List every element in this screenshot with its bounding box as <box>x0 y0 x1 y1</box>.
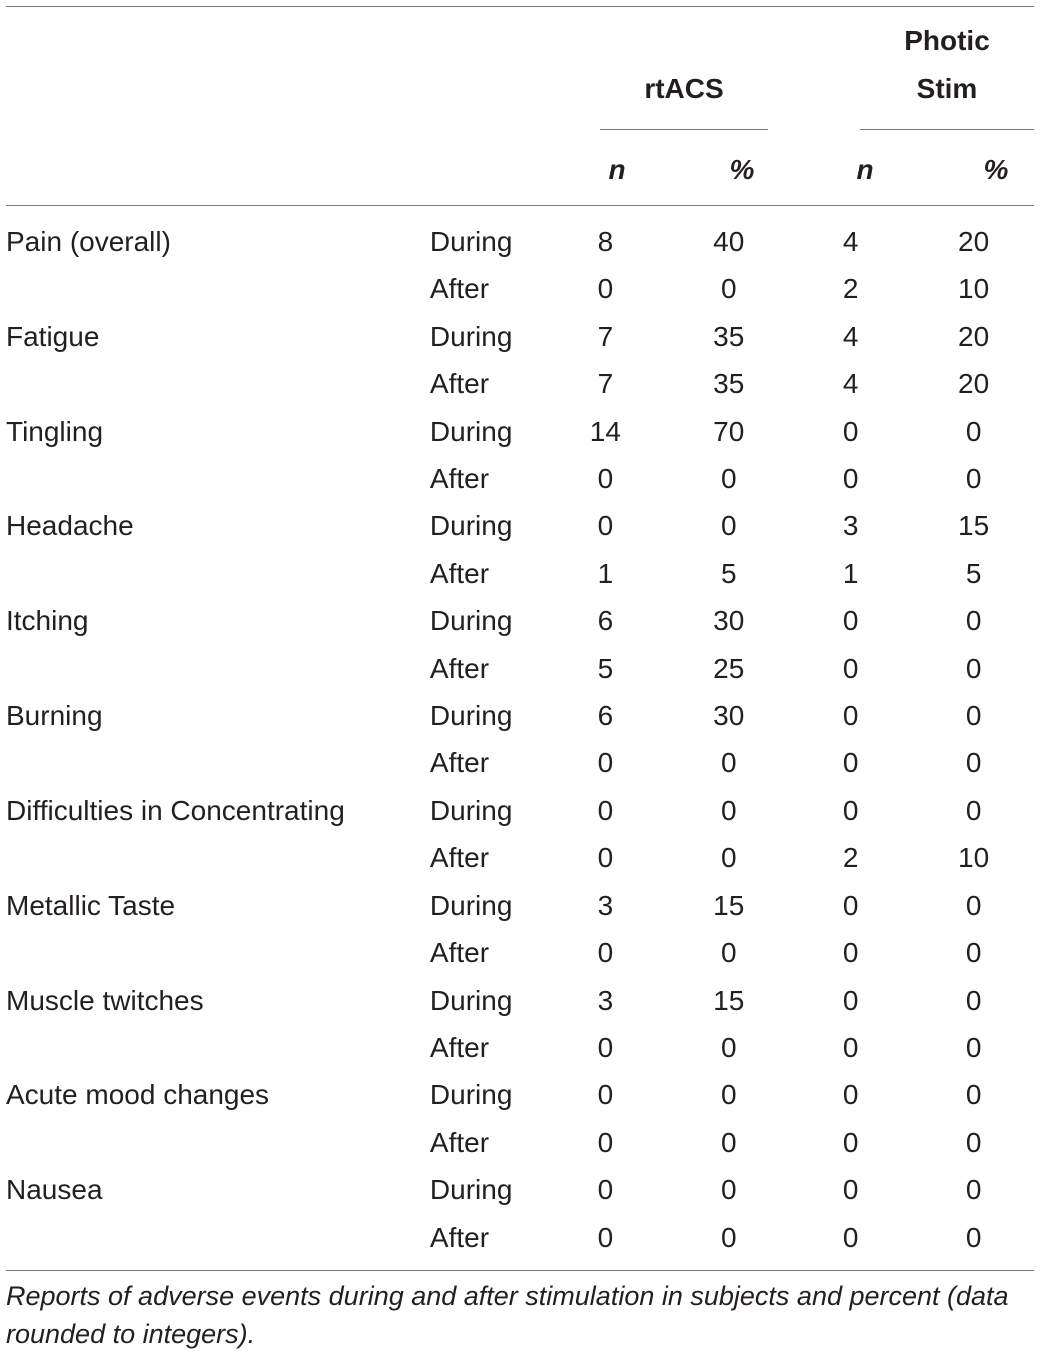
rtacs-pct-cell: 0 <box>720 794 737 826</box>
group-header-photic-stim-line2: Stim <box>916 73 978 104</box>
phase-cell: During <box>429 320 513 352</box>
photic-pct-cell: 20 <box>958 320 990 352</box>
photic-pct-cell: 0 <box>965 1079 982 1111</box>
photic-pct-cell: 0 <box>965 1221 982 1253</box>
rtacs-n-cell: 0 <box>597 1126 614 1158</box>
table-row <box>0 1214 1040 1261</box>
photic-n-cell: 0 <box>842 463 859 495</box>
rtacs-pct-cell: 0 <box>720 510 737 542</box>
phase-cell: After <box>429 557 490 589</box>
adverse-events-table <box>0 218 1040 1261</box>
rtacs-pct-cell: 0 <box>720 747 737 779</box>
rtacs-n-cell: 5 <box>597 652 614 684</box>
phase-cell: After <box>429 463 490 495</box>
rtacs-pct-cell: 0 <box>720 1174 737 1206</box>
rtacs-n-cell: 0 <box>597 273 614 305</box>
rtacs-n-cell: 3 <box>597 889 614 921</box>
event-name-cell: Headache <box>6 510 134 542</box>
table-row <box>0 929 1040 976</box>
event-name-cell: Tingling <box>6 415 104 447</box>
event-name-cell: Muscle twitches <box>6 984 204 1016</box>
phase-cell: During <box>429 794 513 826</box>
rtacs-pct-cell: 0 <box>720 937 737 969</box>
photic-n-cell: 0 <box>842 1031 859 1063</box>
photic-pct-cell: 0 <box>965 652 982 684</box>
event-name-cell <box>0 360 430 407</box>
photic-pct-cell: 0 <box>965 747 982 779</box>
photic-pct-cell: 20 <box>958 368 990 400</box>
photic-pct-cell: 0 <box>965 415 982 447</box>
photic-n-cell: 0 <box>842 1079 859 1111</box>
photic-n-cell: 0 <box>842 1221 859 1253</box>
event-name-cell: Nausea <box>6 1174 103 1206</box>
photic-n-cell: 0 <box>842 794 859 826</box>
photic-pct-cell: 0 <box>965 605 982 637</box>
table-row <box>0 597 1040 644</box>
rtacs-n-cell: 0 <box>597 794 614 826</box>
subheader-photic-n: n <box>856 154 874 185</box>
photic-pct-cell: 20 <box>958 226 990 257</box>
table-row <box>0 1071 1040 1118</box>
group-rule-rtacs <box>600 129 768 130</box>
rtacs-n-cell: 1 <box>597 557 614 589</box>
photic-n-cell: 0 <box>842 937 859 969</box>
photic-n-cell: 4 <box>842 320 859 352</box>
event-name-cell: Itching <box>6 605 89 637</box>
photic-pct-cell: 15 <box>958 510 990 542</box>
rtacs-n-cell: 3 <box>597 984 614 1016</box>
rtacs-n-cell: 0 <box>597 937 614 969</box>
table-row <box>0 360 1040 407</box>
rtacs-pct-cell: 40 <box>713 226 745 257</box>
table-body <box>0 218 1040 1261</box>
photic-n-cell: 3 <box>842 510 859 542</box>
phase-cell: During <box>429 605 513 637</box>
event-name-cell: Burning <box>6 700 103 732</box>
event-name-cell: Pain (overall) <box>6 226 171 257</box>
table-row <box>0 218 1040 265</box>
subheader-rtacs-n: n <box>608 154 626 185</box>
table-row <box>0 408 1040 455</box>
rtacs-n-cell: 6 <box>597 605 614 637</box>
phase-cell: During <box>429 510 513 542</box>
rtacs-pct-cell: 5 <box>720 557 737 589</box>
phase-cell: After <box>429 1031 490 1063</box>
phase-cell: During <box>429 700 513 732</box>
event-name-cell <box>0 645 430 692</box>
event-name-cell: Fatigue <box>6 320 100 352</box>
event-name-cell <box>0 739 430 786</box>
photic-pct-cell: 10 <box>958 842 990 874</box>
rtacs-pct-cell: 0 <box>720 1079 737 1111</box>
phase-cell: During <box>429 1174 513 1206</box>
event-name-cell <box>0 1214 430 1261</box>
table-bottom-rule <box>6 1270 1034 1271</box>
rtacs-n-cell: 7 <box>597 320 614 352</box>
rtacs-n-cell: 0 <box>597 1079 614 1111</box>
table-row <box>0 977 1040 1024</box>
rtacs-pct-cell: 0 <box>720 1031 737 1063</box>
rtacs-pct-cell: 30 <box>713 605 745 637</box>
photic-n-cell: 0 <box>842 415 859 447</box>
photic-n-cell: 0 <box>842 984 859 1016</box>
table-row <box>0 834 1040 881</box>
event-name-cell <box>0 455 430 502</box>
photic-pct-cell: 10 <box>958 273 990 305</box>
photic-pct-cell: 0 <box>965 1174 982 1206</box>
table-row <box>0 1166 1040 1213</box>
photic-pct-cell: 0 <box>965 463 982 495</box>
phase-cell: During <box>429 984 513 1016</box>
photic-n-cell: 2 <box>842 842 859 874</box>
photic-n-cell: 4 <box>842 226 859 257</box>
table-row <box>0 1119 1040 1166</box>
photic-pct-cell: 0 <box>965 1126 982 1158</box>
phase-cell: During <box>429 1079 513 1111</box>
photic-pct-cell: 0 <box>965 794 982 826</box>
photic-pct-cell: 0 <box>965 700 982 732</box>
event-name-cell <box>0 550 430 597</box>
photic-pct-cell: 0 <box>965 984 982 1016</box>
photic-n-cell: 0 <box>842 889 859 921</box>
photic-pct-cell: 0 <box>965 1031 982 1063</box>
phase-cell: During <box>429 889 513 921</box>
group-header-rtacs: rtACS <box>644 73 724 104</box>
subheader-rtacs-pct: % <box>729 154 755 185</box>
phase-cell: After <box>429 273 490 305</box>
table-row <box>0 502 1040 549</box>
rtacs-n-cell: 14 <box>589 415 621 447</box>
table-row <box>0 550 1040 597</box>
subheader-photic-pct: % <box>983 154 1009 185</box>
event-name-cell: Difficulties in Concentrating <box>6 794 345 826</box>
event-name-cell: Acute mood changes <box>6 1079 270 1111</box>
photic-n-cell: 4 <box>842 368 859 400</box>
header-bottom-rule <box>6 205 1034 206</box>
table-row <box>0 645 1040 692</box>
photic-n-cell: 0 <box>842 1126 859 1158</box>
event-name-cell <box>0 1024 430 1071</box>
event-name-cell <box>0 1119 430 1166</box>
photic-n-cell: 0 <box>842 1174 859 1206</box>
rtacs-n-cell: 7 <box>597 368 614 400</box>
group-rule-photic-stim <box>860 129 1034 130</box>
table-row <box>0 455 1040 502</box>
group-header-photic-stim-line1: Photic <box>904 25 990 56</box>
table-row <box>0 1024 1040 1071</box>
rtacs-pct-cell: 15 <box>713 889 745 921</box>
table-row <box>0 313 1040 360</box>
event-name-cell <box>0 265 430 312</box>
photic-n-cell: 0 <box>842 605 859 637</box>
table-top-rule <box>6 6 1034 7</box>
rtacs-n-cell: 0 <box>597 1031 614 1063</box>
rtacs-pct-cell: 30 <box>713 700 745 732</box>
table-row <box>0 265 1040 312</box>
phase-cell: After <box>429 747 490 779</box>
rtacs-n-cell: 0 <box>597 842 614 874</box>
rtacs-pct-cell: 0 <box>720 1221 737 1253</box>
rtacs-n-cell: 0 <box>597 1221 614 1253</box>
event-name-cell: Metallic Taste <box>6 889 176 921</box>
rtacs-n-cell: 8 <box>597 226 614 257</box>
event-name-cell <box>0 929 430 976</box>
rtacs-pct-cell: 70 <box>713 415 745 447</box>
rtacs-n-cell: 0 <box>597 510 614 542</box>
table-row <box>0 882 1040 929</box>
rtacs-pct-cell: 0 <box>720 463 737 495</box>
photic-pct-cell: 0 <box>965 937 982 969</box>
phase-cell: During <box>429 415 513 447</box>
photic-n-cell: 0 <box>842 700 859 732</box>
table-row <box>0 787 1040 834</box>
photic-n-cell: 0 <box>842 747 859 779</box>
photic-pct-cell: 5 <box>965 557 982 589</box>
rtacs-n-cell: 0 <box>597 463 614 495</box>
table-caption: Reports of adverse events during and after stimulation in subjects and percent (data rounded to integers). <box>6 1281 1009 1349</box>
table-row <box>0 739 1040 786</box>
phase-cell: During <box>429 226 513 257</box>
rtacs-pct-cell: 35 <box>713 368 745 400</box>
photic-n-cell: 2 <box>842 273 859 305</box>
photic-pct-cell: 0 <box>965 889 982 921</box>
rtacs-n-cell: 0 <box>597 747 614 779</box>
phase-cell: After <box>429 937 490 969</box>
phase-cell: After <box>429 368 490 400</box>
table-row <box>0 692 1040 739</box>
rtacs-n-cell: 6 <box>597 700 614 732</box>
phase-cell: After <box>429 842 490 874</box>
photic-n-cell: 1 <box>842 557 859 589</box>
phase-cell: After <box>429 1221 490 1253</box>
rtacs-pct-cell: 0 <box>720 842 737 874</box>
rtacs-pct-cell: 35 <box>713 320 745 352</box>
rtacs-pct-cell: 15 <box>713 984 745 1016</box>
phase-cell: After <box>429 1126 490 1158</box>
event-name-cell <box>0 834 430 881</box>
rtacs-pct-cell: 25 <box>713 652 745 684</box>
rtacs-pct-cell: 0 <box>720 1126 737 1158</box>
rtacs-pct-cell: 0 <box>720 273 737 305</box>
phase-cell: After <box>429 652 490 684</box>
photic-n-cell: 0 <box>842 652 859 684</box>
rtacs-n-cell: 0 <box>597 1174 614 1206</box>
